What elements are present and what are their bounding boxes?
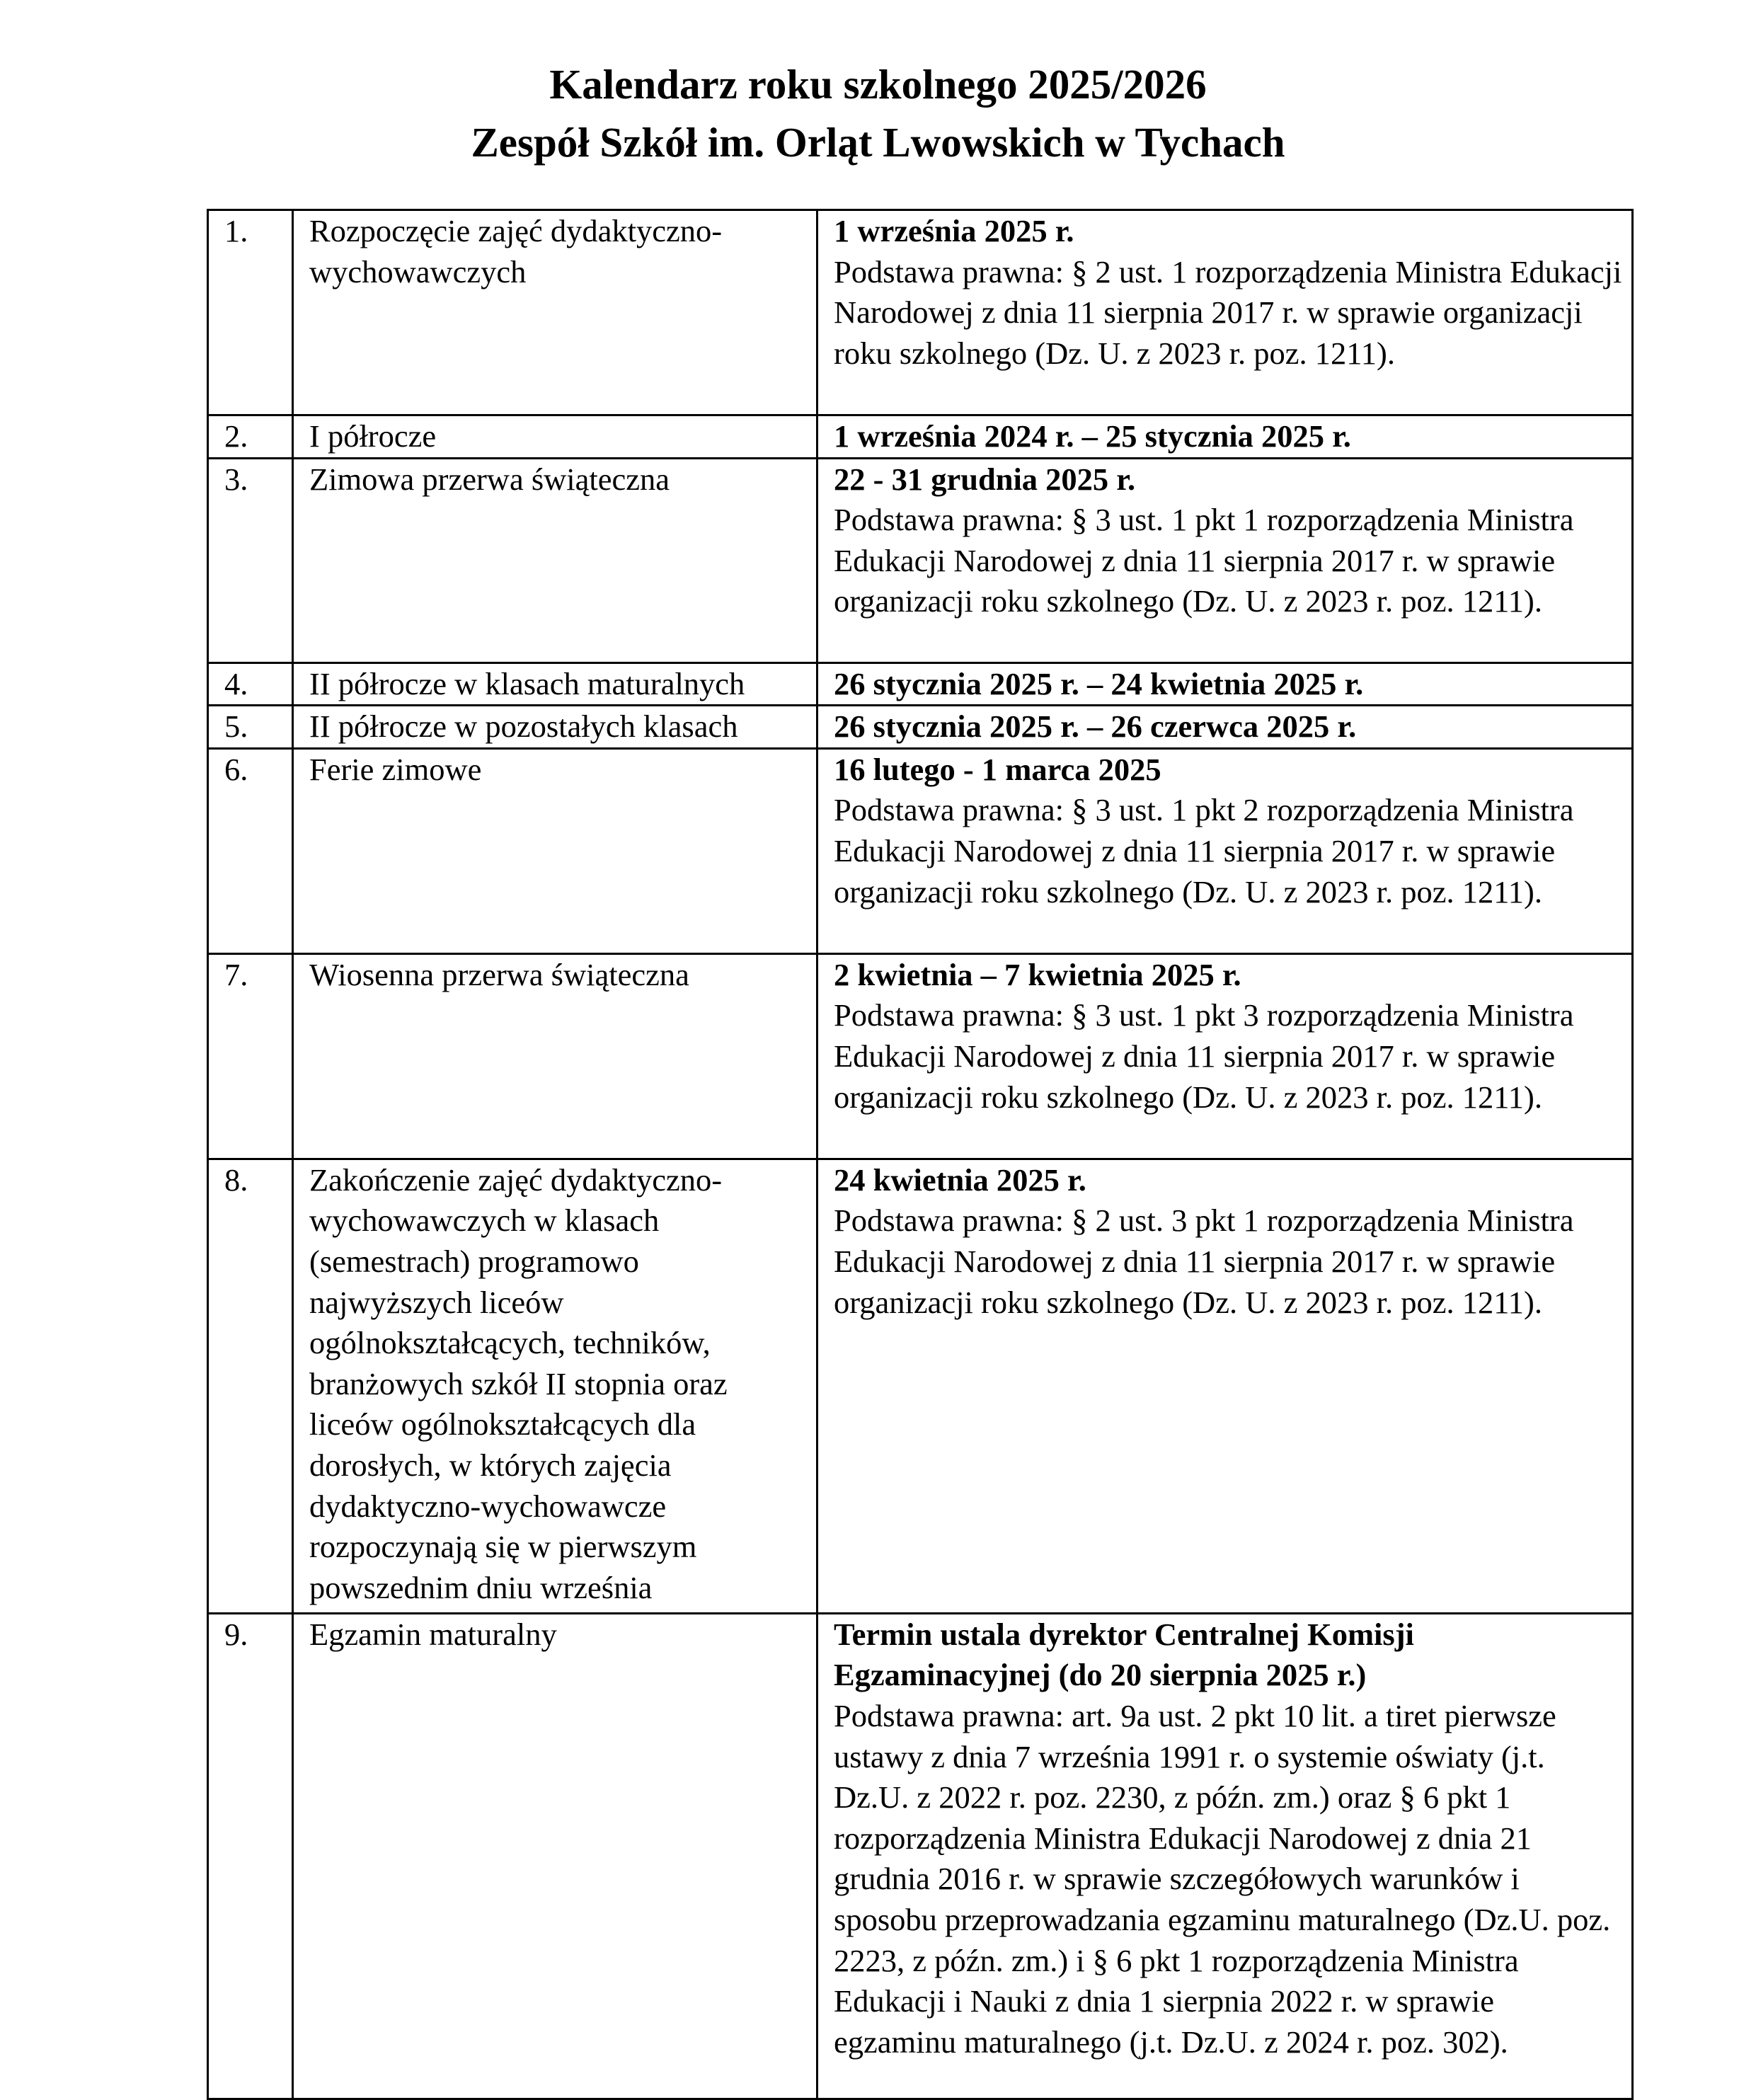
table-row	[208, 748, 1633, 953]
row-number: 9.	[208, 1613, 293, 2099]
event-name: Wiosenna przerwa świąteczna	[293, 953, 817, 1159]
date-cell	[817, 210, 1633, 415]
event-name: II półrocze w klasach maturalnych	[293, 662, 817, 706]
table-row	[208, 662, 1633, 706]
table-row	[208, 458, 1633, 662]
row-number: 7.	[208, 953, 293, 1159]
event-date: 2 kwietnia – 7 kwietnia 2025 r.	[834, 956, 1241, 992]
event-name: II półrocze w pozostałych klasach	[293, 706, 817, 749]
event-date: Termin ustala dyrektor Centralnej Komisji Egzaminacyjnej (do 20 sierpnia 2025 r.)	[834, 1616, 1414, 1693]
event-date: 16 lutego - 1 marca 2025	[834, 751, 1161, 787]
legal-basis: Podstawa prawna: § 3 ust. 1 pkt 3 rozporządzenia Ministra Edukacji Narodowej z dnia 11 sierpnia 2017 r. w sprawie organizacji roku szkolnego (Dz. U. z 2023 r. poz. 1211).	[834, 997, 1574, 1115]
school-calendar-table	[207, 209, 1634, 2100]
event-name: Zimowa przerwa świąteczna	[293, 458, 817, 662]
event-name: Zakończenie zajęć dydaktyczno-wychowawczych w klasach (semestrach) programowo najwyższych liceów ogólnokształcących, techników, branżowych szkół II stopnia oraz liceów ogólnokształcących dla dorosłych, w których zajęcia dydaktyczno-wychowawcze rozpoczynają się w pierwszym powszednim dniu września	[293, 1159, 817, 1613]
legal-basis: Podstawa prawna: § 2 ust. 1 rozporządzenia Ministra Edukacji Narodowej z dnia 11 sierpnia 2017 r. w sprawie organizacji roku szkolnego (Dz. U. z 2023 r. poz. 1211).	[834, 253, 1622, 371]
event-date: 26 stycznia 2025 r. – 26 czerwca 2025 r.	[834, 708, 1357, 745]
document-header	[0, 55, 1756, 171]
table-row	[208, 210, 1633, 415]
table-row	[208, 953, 1633, 1159]
event-date: 1 września 2024 r. – 25 stycznia 2025 r.	[834, 418, 1351, 454]
date-cell	[817, 662, 1633, 706]
legal-basis: Podstawa prawna: art. 9a ust. 2 pkt 10 lit. a tiret pierwsze ustawy z dnia 7 września 1991 r. o systemie oświaty (j.t. Dz.U. z 2022 r. poz. 2230, z późn. zm.) oraz § 6 pkt 1 rozporządzenia Ministra Edukacji Narodowej z dnia 21 grudnia 2016 r. w sprawie szczegółowych warunków i sposobu przeprowadzania egzaminu maturalnego (Dz.U. poz. 2223, z późn. zm.) i § 6 pkt 1 rozporządzenia Ministra Edukacji i Nauki z dnia 1 sierpnia 2022 r. w sprawie egzaminu maturalnego (j.t. Dz.U. z 2024 r. poz. 302).	[834, 1697, 1611, 2060]
legal-basis: Podstawa prawna: § 2 ust. 3 pkt 1 rozporządzenia Ministra Edukacji Narodowej z dnia 11 sierpnia 2017 r. w sprawie organizacji roku szkolnego (Dz. U. z 2023 r. poz. 1211).	[834, 1203, 1574, 1320]
row-number: 2.	[208, 415, 293, 459]
row-number: 5.	[208, 706, 293, 749]
event-date: 1 września 2025 r.	[834, 213, 1074, 248]
row-number: 3.	[208, 458, 293, 662]
event-date: 24 kwietnia 2025 r.	[834, 1161, 1086, 1198]
legal-basis: Podstawa prawna: § 3 ust. 1 pkt 1 rozporządzenia Ministra Edukacji Narodowej z dnia 11 sierpnia 2017 r. w sprawie organizacji roku szkolnego (Dz. U. z 2023 r. poz. 1211).	[834, 502, 1574, 619]
date-cell	[817, 1613, 1633, 2099]
row-number: 1.	[208, 210, 293, 415]
table-row	[208, 1159, 1633, 1613]
table-row	[208, 706, 1633, 749]
event-name: I półrocze	[293, 415, 817, 459]
date-cell	[817, 953, 1633, 1159]
row-number: 4.	[208, 662, 293, 706]
document-title: Kalendarz roku szkolnego 2025/2026	[549, 61, 1207, 108]
date-cell	[817, 706, 1633, 749]
event-date: 26 stycznia 2025 r. – 24 kwietnia 2025 r.	[834, 665, 1364, 701]
table-row	[208, 1613, 1633, 2099]
event-name: Ferie zimowe	[293, 748, 817, 953]
date-cell	[817, 458, 1633, 662]
row-number: 8.	[208, 1159, 293, 1613]
event-name: Egzamin maturalny	[293, 1613, 817, 2099]
date-cell	[817, 748, 1633, 953]
date-cell	[817, 415, 1633, 459]
school-name: Zespół Szkół im. Orląt Lwowskich w Tychach	[471, 119, 1285, 166]
date-cell	[817, 1159, 1633, 1613]
event-date: 22 - 31 grudnia 2025 r.	[834, 461, 1136, 497]
legal-basis: Podstawa prawna: § 3 ust. 1 pkt 2 rozporządzenia Ministra Edukacji Narodowej z dnia 11 sierpnia 2017 r. w sprawie organizacji roku szkolnego (Dz. U. z 2023 r. poz. 1211).	[834, 792, 1574, 910]
event-name: Rozpoczęcie zajęć dydaktyczno-wychowawczych	[293, 210, 817, 415]
row-number: 6.	[208, 748, 293, 953]
table-row	[208, 415, 1633, 459]
